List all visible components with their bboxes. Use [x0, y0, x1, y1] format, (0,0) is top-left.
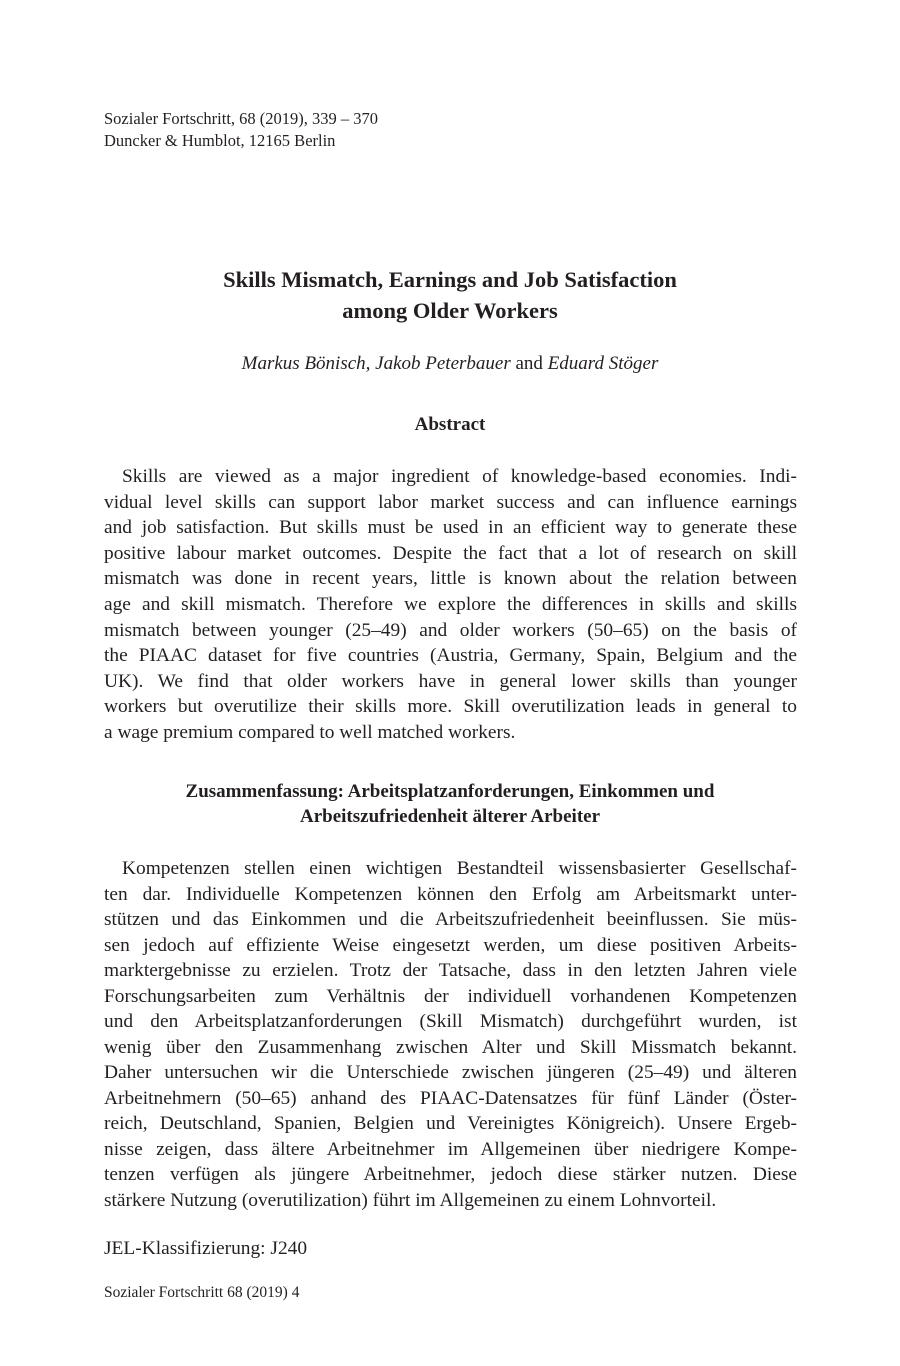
title-line-1: Skills Mismatch, Earnings and Job Satisfaction [223, 267, 677, 292]
zusammenfassung-line: nisse zeigen, dass ältere Arbeitnehmer im Allgemeinen über niedrigere Kompe- [104, 1138, 797, 1160]
zusammenfassung-heading-line-1: Zusammenfassung: Arbeitsplatzanforderungen, Einkommen und [185, 781, 715, 802]
zusammenfassung-line: stärkere Nutzung (overutilization) führt im Allgemeinen zu einem Lohnvorteil. [104, 1189, 717, 1211]
abstract-line: age and skill mismatch. Therefore we explore the differences in skills and skills [104, 593, 797, 615]
zusammenfassung-line: Forschungsarbeiten zum Verhältnis der individuell vorhandenen Kompetenzen [104, 985, 797, 1007]
abstract-line: a wage premium compared to well matched workers. [104, 721, 516, 743]
journal-header [104, 108, 378, 152]
abstract-line: mismatch was done in recent years, little is known about the relation between [104, 568, 797, 590]
abstract-line: UK). We find that older workers have in general lower skills than younger [104, 670, 797, 692]
abstract-line: vidual level skills can support labor market success and can influence earnings [104, 491, 797, 513]
authors-last: Eduard Stöger [547, 353, 659, 374]
zusammenfassung-line: Arbeitnehmern (50–65) anhand des PIAAC-Datensatzes für fünf Länder (Öster- [104, 1087, 797, 1109]
authors-first: Markus Bönisch, Jakob Peterbauer [241, 353, 511, 374]
abstract-line: the PIAAC dataset for five countries (Austria, Germany, Spain, Belgium and the [104, 645, 797, 667]
zusammenfassung-heading [0, 779, 900, 829]
author-list [0, 351, 900, 376]
abstract-line: workers but overutilize their skills more. Skill overutilization leads in general to [104, 696, 797, 718]
zusammenfassung-line: und den Arbeitsplatzanforderungen (Skill Mismatch) durchgeführt wurden, ist [104, 1011, 797, 1032]
zusammenfassung-body [104, 856, 797, 1213]
abstract-line: Skills are viewed as a major ingredient of knowledge-based economies. Indi- [122, 466, 797, 487]
jel-classification: JEL-Klassifizierung: J240 [104, 1238, 308, 1259]
zusammenfassung-line: wenig über den Zusammenhang zwischen Alter und Skill Missmatch bekannt. [104, 1036, 797, 1058]
title-line-2: among Older Workers [342, 298, 558, 323]
zusammenfassung-line: Kompetenzen stellen einen wichtigen Bestandteil wissensbasierter Gesellschaf- [122, 858, 797, 879]
zusammenfassung-heading-line-2: Arbeitszufriedenheit älterer Arbeiter [299, 806, 601, 827]
abstract-heading: Abstract [414, 414, 486, 435]
page-footer: Sozialer Fortschritt 68 (2019) 4 [104, 1284, 300, 1301]
zusammenfassung-line: Daher untersuchen wir die Unterschiede zwischen jüngeren (25–49) und älteren [104, 1062, 797, 1083]
zusammenfassung-line: ten dar. Individuelle Kompetenzen können den Erfolg am Arbeitsmarkt unter- [104, 883, 797, 905]
journal-citation: Sozialer Fortschritt, 68 (2019), 339 – 370 [104, 109, 379, 128]
zusammenfassung-line: tenzen verfügen als jüngere Arbeitnehmer, jedoch diese stärker nutzen. Diese [104, 1164, 797, 1185]
authors-conjunction: and [510, 353, 548, 374]
zusammenfassung-line: reich, Deutschland, Spanien, Belgien und Vereinigtes Königreich). Unsere Ergeb- [104, 1113, 797, 1134]
abstract-line: and job satisfaction. But skills must be used in an efficient way to generate these [104, 517, 797, 539]
abstract-line: mismatch between younger (25–49) and older workers (50–65) on the basis of [104, 619, 797, 641]
zusammenfassung-line: stützen und das Einkommen und die Arbeitszufriedenheit beeinflussen. Sie müs- [104, 909, 797, 930]
abstract-line: positive labour market outcomes. Despite the fact that a lot of research on skill [104, 542, 797, 564]
publisher-line: Duncker & Humblot, 12165 Berlin [104, 131, 336, 150]
zusammenfassung-line: sen jedoch auf effiziente Weise eingesetzt werden, um diese positiven Arbeits- [104, 934, 797, 956]
paper-title [0, 264, 900, 326]
zusammenfassung-line: marktergebnisse zu erzielen. Trotz der Tatsache, dass in den letzten Jahren viele [104, 960, 797, 981]
abstract-body [104, 464, 797, 746]
